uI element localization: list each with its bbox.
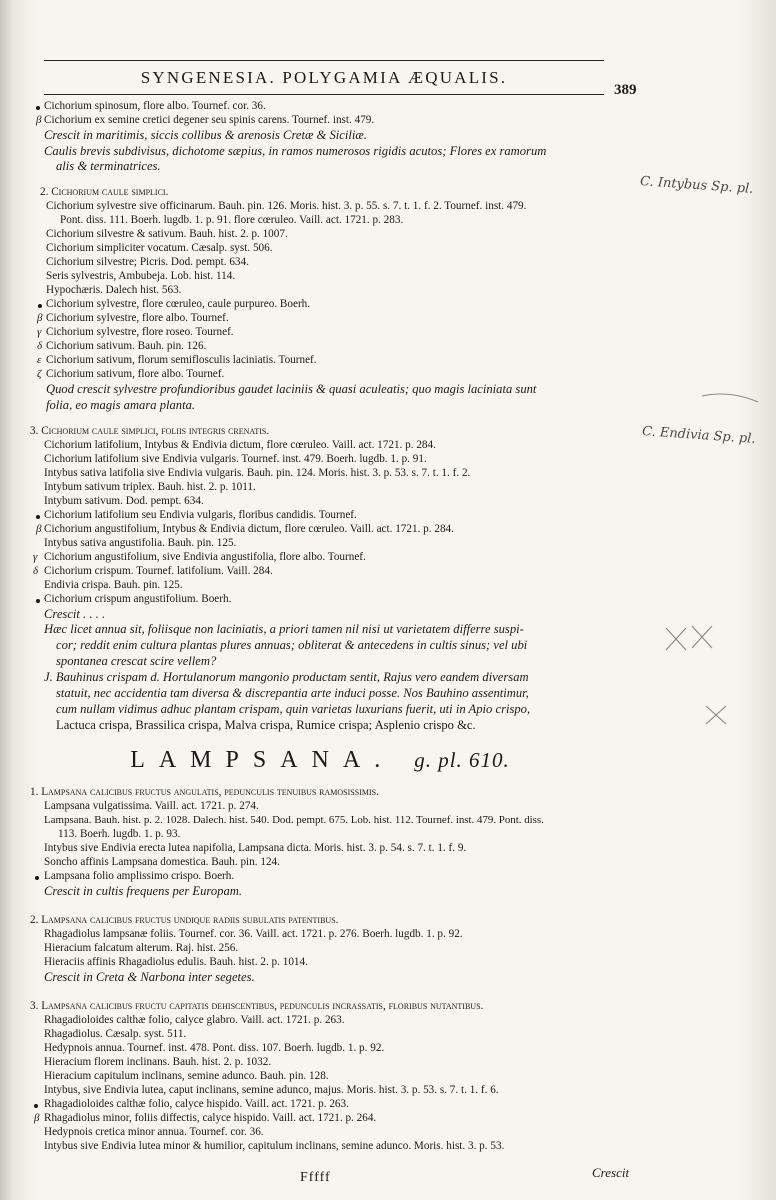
text-line: Cichorium spinosum, flore albo. Tournef. cor. 36.: [44, 100, 266, 112]
marker-gamma: γ: [37, 326, 42, 338]
species-heading: 3. Cichorium caule simplici, foliis integris crenatis.: [30, 425, 270, 437]
marker-bullet: [36, 106, 40, 110]
text-line: 113. Boerh. lugdb. 1. p. 93.: [58, 828, 181, 840]
text-line-italic: Hæc licet annua sit, foliisque non laciniatis, a priori tamen nil nisi ut varietatem differre suspi-: [44, 622, 524, 636]
species-heading: 2. Cichorium caule simplici.: [40, 186, 169, 198]
marker-epsilon: ε: [37, 354, 42, 366]
pencil-cross-marks: [660, 620, 720, 660]
marker-bullet: [34, 1104, 38, 1108]
text-line: Intybus, sive Endivia lutea, caput inclinans, semine adunco, majus. Moris. hist. 3. p. 53. s. 7. t. 1. f. 6.: [44, 1084, 499, 1096]
marker-beta: β: [36, 114, 42, 126]
text-line: Rhagadiolus minor, foliis diffectis, calyce hispido. Vaill. act. 1721. p. 264.: [44, 1112, 377, 1124]
text-line: Intybus sativa latifolia sive Endivia vulgaris. Bauh. pin. 124. Moris. hist. 3. p. 53. s. 7. t. 1. f. 2.: [44, 467, 471, 479]
text-line: Rhagadiolus lampsanæ foliis. Tournef. cor. 36. Vaill. act. 1721. p. 276. Boerh. lugdb. 1. p. 92.: [44, 928, 463, 940]
marker-bullet: [36, 515, 40, 519]
text-line: Cichorium sylvestre, flore roseo. Tournef.: [46, 326, 234, 338]
text-line: Intybum sativum triplex. Bauh. hist. 2. p. 1011.: [44, 481, 256, 493]
top-rule: [44, 60, 604, 61]
text-line: Soncho affinis Lampsana domestica. Bauh. pin. 124.: [44, 856, 280, 868]
text-line-italic: J. Bauhinus crispam d. Hortulanorum mangonio productam sentit, Rajus vero eandem diversam: [44, 670, 529, 684]
text-line: Hieraciis affinis Rhagadiolus edulis. Bauh. hist. 2. p. 1014.: [44, 956, 308, 968]
text-line: Cichorium latifolium seu Endivia vulgaris, floribus candidis. Tournef.: [44, 509, 357, 521]
text-line: Lampsana vulgatissima. Vaill. act. 1721. p. 274.: [44, 800, 259, 812]
handwritten-note: C. Endivia Sp. pl.: [641, 424, 756, 447]
genus-name: LAMPSANA.: [130, 747, 395, 773]
catchword: Crescit: [592, 1165, 630, 1180]
text-line: Lampsana. Bauh. hist. p. 2. 1028. Dalech. hist. 540. Dod. pempt. 675. Lob. hist. 112. Tournef. inst. 479. Pont. diss.: [44, 814, 544, 826]
text-line: Cichorium angustifolium, sive Endivia angustifolia, flore albo. Tournef.: [44, 551, 366, 563]
text-line-italic: Caulis brevis subdivisus, dichotome sæpius, in ramos numerosos rigidis acutos; Flores ex ramorum: [44, 144, 547, 158]
text-line-italic: cor; reddit enim cultura plantas plures annuas; obliterat & antecedens in cultis sinus; vel ubi: [56, 638, 528, 652]
marker-beta: β: [37, 312, 43, 324]
head-rule: [44, 94, 604, 95]
marker-beta: β: [34, 1112, 40, 1124]
text-line: Intybus sativa angustifolia. Bauh. pin. 125.: [44, 537, 237, 549]
handwritten-note: C. Intybus Sp. pl.: [639, 174, 754, 197]
marker-delta: δ: [37, 340, 43, 352]
text-line: Cichorium latifolium, Intybus & Endivia dictum, flore cœruleo. Vaill. act. 1721. p. 284.: [44, 439, 436, 451]
text-line: Cichorium sativum. Bauh. pin. 126.: [46, 340, 207, 352]
text-line: Intybus sive Endivia lutea minor & humilior, capitulum inclinans, semine adunco. Moris. hist. 3. p. 53.: [44, 1140, 505, 1152]
text-line: Hieracium florem inclinans. Bauh. hist. 2. p. 1032.: [44, 1056, 272, 1068]
text-line: Hedypnois annua. Tournef. inst. 478. Pont. diss. 107. Boerh. lugdb. 1. p. 92.: [44, 1042, 385, 1054]
text-line-italic: spontanea crescat scire vellem?: [56, 654, 217, 668]
signature-mark: Fffff: [300, 1170, 331, 1185]
text-line: Lampsana folio amplissimo crispo. Boerh.: [44, 870, 235, 882]
text-line: Cichorium sativum, flore albo. Tournef.: [46, 368, 225, 380]
text-line: Rhagadioloides calthæ folio, calyce glabro. Vaill. act. 1721. p. 263.: [44, 1014, 345, 1026]
text-line: Cichorium simpliciter vocatum. Cæsalp. syst. 506.: [46, 242, 273, 254]
marker-bullet: [38, 304, 42, 308]
marker-beta: β: [36, 523, 42, 535]
text-line: Cichorium sylvestre, flore albo. Tournef.: [46, 312, 229, 324]
text-line: Cichorium sylvestre sive officinarum. Bauh. pin. 126. Moris. hist. 3. p. 55. s. 7. t. 1. f. 2. Tournef. inst. 479.: [46, 200, 527, 212]
genus-reference: g. pl. 610.: [414, 748, 510, 772]
text-line: Lactuca crispa, Brassilica crispa, Malva crispa, Rumice crispa; Asplenio crispo &c.: [56, 718, 476, 732]
text-line: Hieracium capitulum inclinans, semine adunco. Bauh. pin. 128.: [44, 1070, 329, 1082]
text-line: Intybum sativum. Dod. pempt. 634.: [44, 495, 204, 507]
marker-gamma: γ: [33, 551, 38, 563]
text-line: Endivia crispa. Bauh. pin. 125.: [44, 579, 183, 591]
text-line: Seris sylvestris, Ambubeja. Lob. hist. 114.: [46, 270, 236, 282]
text-line: Cichorium angustifolium, Intybus & Endivia dictum, flore cœruleo. Vaill. act. 1721. p. 284.: [44, 523, 454, 535]
text-line: Cichorium ex semine cretici degener seu spinis carens. Tournef. inst. 479.: [44, 114, 375, 126]
text-line-italic: statuit, nec accidentia tam diversa & discrepantia arte induci posse. Nos Bauhino assentimur,: [56, 686, 529, 700]
text-line-italic: Crescit in cultis frequens per Europam.: [44, 884, 242, 898]
marker-zeta: ζ: [37, 368, 42, 380]
text-line-italic: cum nullam vidimus adhuc plantam crispam, quin varietas luxurians fuerit, uti in Apio crispo,: [56, 702, 531, 716]
text-line-italic: Crescit in Creta & Narbona inter segetes.: [44, 970, 255, 984]
text-line: Cichorium silvestre; Picris. Dod. pempt. 634.: [46, 256, 249, 268]
text-line: Cichorium latifolium sive Endivia vulgaris. Tournef. inst. 479. Boerh. lugdb. 1. p. 91.: [44, 453, 427, 465]
text-line-italic: folia, eo magis amara planta.: [46, 398, 196, 412]
species-heading: 2. Lampsana calicibus fructus undique radiis subulatis patentibus.: [30, 914, 339, 926]
text-line: Cichorium silvestre & sativum. Bauh. hist. 2. p. 1007.: [46, 228, 288, 240]
pencil-stroke: [700, 388, 760, 408]
text-line: Intybus sive Endivia erecta lutea napifolia, Lampsana dicta. Moris. hist. 3. p. 54. s. 7. t. 1. f. 9.: [44, 842, 467, 854]
running-head: SYNGENESIA. POLYGAMIA ÆQUALIS.: [140, 68, 508, 87]
text-line: Pont. diss. 111. Boerh. lugdb. 1. p. 91. flore cœruleo. Vaill. act. 1721. p. 283.: [60, 214, 404, 226]
text-line: Hedypnois cretica minor annua. Tournef. cor. 36.: [44, 1126, 264, 1138]
pencil-cross-mark: [700, 700, 734, 728]
text-line: Rhagadiolus. Cæsalp. syst. 511.: [44, 1028, 187, 1040]
marker-bullet: [36, 599, 40, 603]
page-number: 389: [614, 82, 637, 98]
text-line-italic: Crescit . . . .: [44, 607, 106, 621]
text-line: Hieracium falcatum alterum. Raj. hist. 256.: [44, 942, 239, 954]
text-line-italic: alis & terminatrices.: [56, 159, 161, 173]
marker-delta: δ: [33, 565, 39, 577]
species-heading: 3. Lampsana calicibus fructu capitatis dehiscentibus, pedunculis incrassatis, floribus nutantibus.: [30, 1000, 484, 1012]
text-line: Cichorium crispum angustifolium. Boerh.: [44, 593, 232, 605]
text-line-italic: Quod crescit sylvestre profundioribus gaudet laciniis & quasi aculeatis; quo magis laciniata sunt: [46, 382, 537, 396]
genus-title: [40, 745, 600, 775]
marker-bullet: [35, 876, 39, 880]
text-line: Cichorium crispum. Tournef. latifolium. Vaill. 284.: [44, 565, 273, 577]
text-line: Rhagadioloides calthæ folio, calyce hispido. Vaill. act. 1721. p. 263.: [44, 1098, 349, 1110]
text-line: Cichorium sylvestre, flore cœruleo, caule purpureo. Boerh.: [46, 298, 311, 310]
species-heading: 1. Lampsana calicibus fructus angulatis, pedunculis tenuibus ramosissimis.: [30, 786, 379, 798]
text-line: Cichorium sativum, florum semiflosculis laciniatis. Tournef.: [46, 354, 317, 366]
text-line-italic: Crescit in maritimis, siccis collibus & arenosis Cretæ & Siciliæ.: [44, 128, 367, 142]
text-line: Hypochæris. Dalech hist. 563.: [46, 284, 182, 296]
